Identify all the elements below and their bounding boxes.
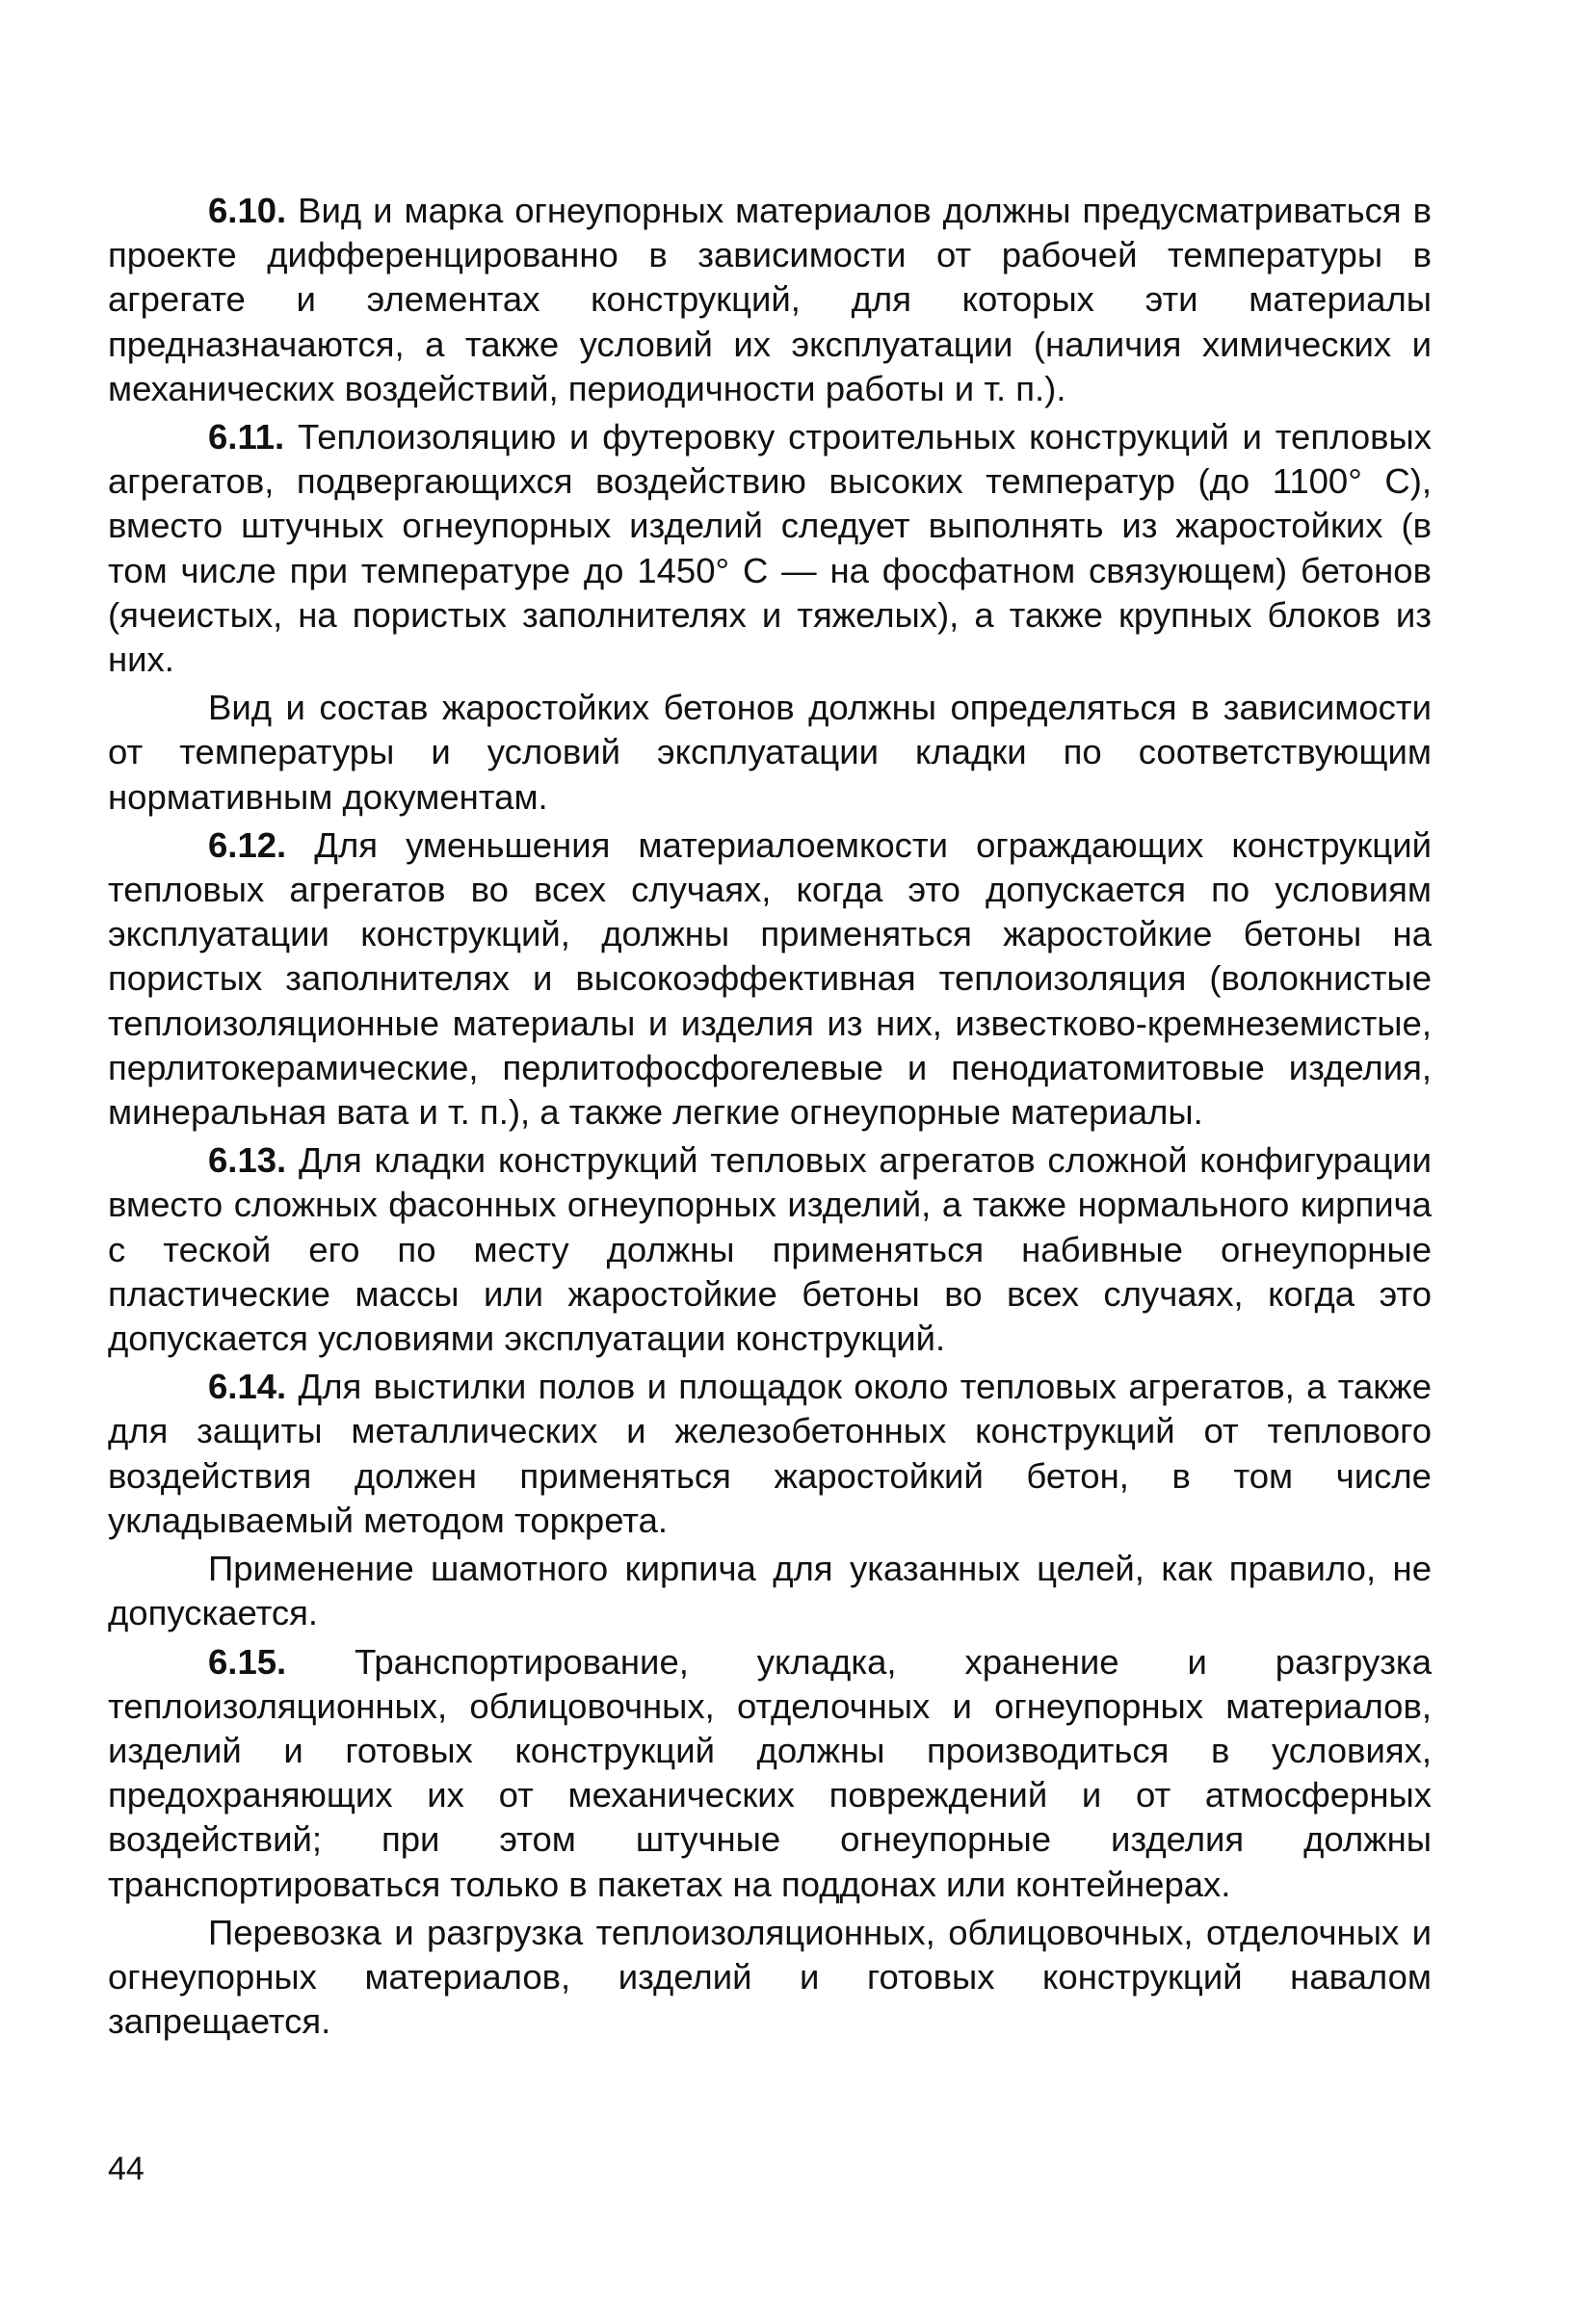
clause-number: 6.10. (208, 191, 287, 230)
clause-number: 6.13. (208, 1140, 287, 1181)
paragraph-6-11 (108, 415, 1432, 682)
paragraph-6-14-continued (108, 1547, 1432, 1635)
clause-number: 6.15. (208, 1641, 287, 1682)
clause-number: 6.12. (208, 824, 287, 865)
paragraph-6-11-continued (108, 686, 1432, 820)
clause-number: 6.11. (208, 417, 285, 457)
paragraph-text: Вид и состав жаростойких бетонов должны определяться в зависимости от температуры и условий эксплуатации кладки по соответствующим нормативным документам. (108, 688, 1432, 817)
paragraph-text: Для уменьшения материалоемкости ограждающих конструкций тепловых агрегатов во всех случаях, когда это допускается по условиям эксплуатации конструкций, должны применяться жаростойкие бетоны на пористых заполнителях и высокоэффективная теплоизоляция (волокнистые теплоизоляционные материалы и изделия из них, известково-кремнеземистые, перлитокерамические, перлитофосфогелевые и пенодиатомитовые изделия, минеральная вата и т. п.), а также легкие огнеупорные материалы. (108, 824, 1432, 1133)
page-body (108, 189, 1432, 2044)
paragraph-text: Теплоизоляцию и футеровку строительных конструкций и тепловых агрегатов, подвергающихся воздействию высоких температур (до 1100° С), вместо штучных огнеупорных изделий следует выполнять из жаростойких (в том числе при температуре до 1450° С — на фосфатном связующем) бетонов (ячеистых, на пористых заполнителях и тяжелых), а также крупных блоков из них. (108, 417, 1432, 680)
paragraph-text: Транспортирование, укладка, хранение и разгрузка теплоизоляционных, облицовочных, отделочных и огнеупорных материалов, изделий и готовых конструкций должны производиться в условиях, предохраняющих их от механических повреждений и от атмосферных воздействий; при этом штучные огнеупорные изделия должны транспортироваться только в пакетах на поддонах или контейнерах. (108, 1641, 1432, 1904)
paragraph-6-14 (108, 1365, 1432, 1543)
paragraph-text: Для выстилки полов и площадок около тепловых агрегатов, а также для защиты металлических и железобетонных конструкций от теплового воздействия должен применяться жаростойкий бетон, в том числе укладываемый методом торкрета. (108, 1367, 1432, 1540)
paragraph-text: Перевозка и разгрузка теплоизоляционных, облицовочных, отделочных и огнеупорных материалов, изделий и готовых конструкций навалом запрещается. (108, 1912, 1432, 2042)
paragraph-6-13 (108, 1138, 1432, 1361)
paragraph-text: Применение шамотного кирпича для указанных целей, как правило, не допускается. (108, 1549, 1432, 1633)
paragraph-6-12 (108, 823, 1432, 1135)
paragraph-6-15 (108, 1640, 1432, 1907)
paragraph-text: Вид и марка огнеупорных материалов должны предусматриваться в проекте дифференцированно в зависимости от рабочей температуры в агрегате и элементах конструкций, для которых эти материалы предназначаются, а также условий их эксплуатации (наличия химических и механических воздействий, периодичности работы и т. п.). (108, 191, 1432, 408)
clause-number: 6.14. (208, 1367, 287, 1407)
page-number: 44 (108, 2151, 145, 2187)
paragraph-text: Для кладки конструкций тепловых агрегатов сложной конфигурации вместо сложных фасонных огнеупорных изделий, а также нормального кирпича с теской его по месту должны применяться набивные огнеупорные пластические массы или жаростойкие бетоны во всех случаях, когда это допускается условиями эксплуатации конструкций. (108, 1140, 1432, 1359)
paragraph-6-10 (108, 189, 1432, 411)
paragraph-6-15-continued (108, 1911, 1432, 2045)
